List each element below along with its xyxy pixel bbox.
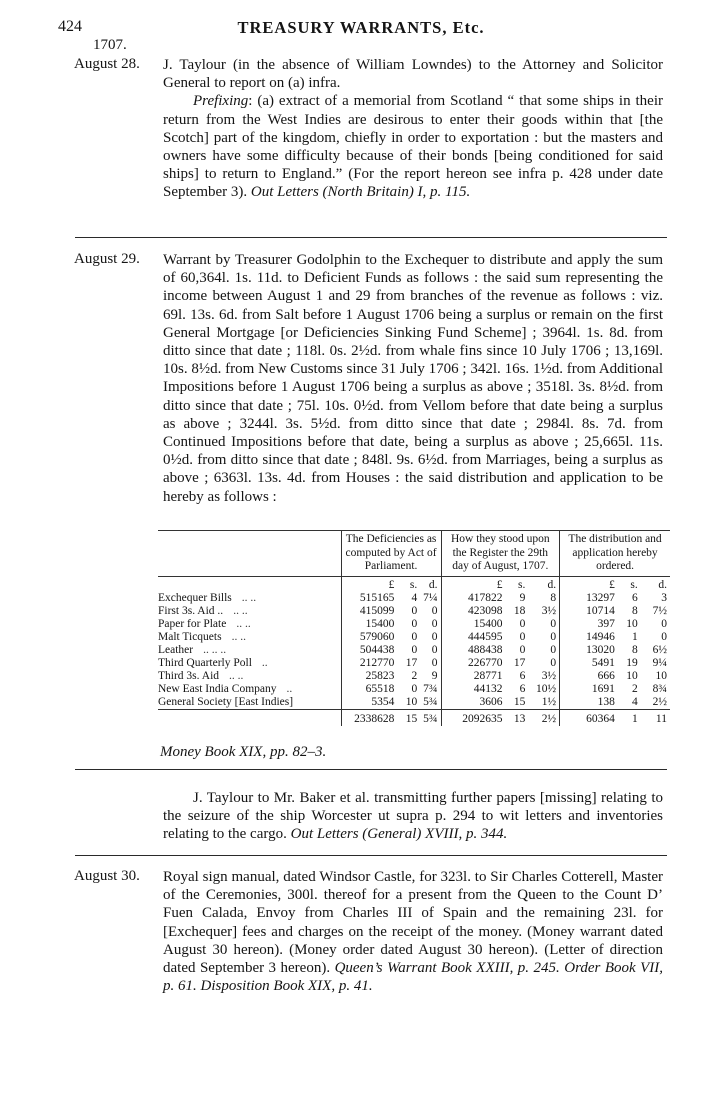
pence-cell: 8 xyxy=(550,591,557,604)
row-label xyxy=(158,696,341,710)
pence-cell: 2½ xyxy=(652,695,667,708)
table-row xyxy=(158,644,670,657)
entry-body xyxy=(163,789,663,844)
entry-body xyxy=(163,251,663,506)
table-row xyxy=(158,631,670,644)
leader-dots: .. .. .. xyxy=(203,643,227,656)
deficient-funds-table xyxy=(158,530,670,726)
pounds-cell: 444595 xyxy=(441,631,506,644)
unit-shillings: s. xyxy=(397,576,420,592)
pounds-cell: 423098 xyxy=(441,605,506,618)
row-label xyxy=(158,605,341,618)
prefixing-label: Prefixing xyxy=(193,93,249,110)
shillings-cell: 6 xyxy=(632,591,638,604)
total-cell: 2338628 xyxy=(341,709,397,726)
pence-cell: 9 xyxy=(431,669,438,682)
pence-cell: 8¾ xyxy=(652,682,667,695)
entry-text: J. Taylour (in the absence of William Lowndes) to the Attorney and Solicitor General to report on (a) infra. xyxy=(163,57,663,92)
pounds-cell: 13297 xyxy=(560,592,618,605)
pence-cell: 10½ xyxy=(536,682,557,695)
pounds-cell: 226770 xyxy=(441,657,506,670)
leader-dots: .. .. xyxy=(231,630,246,643)
pounds-cell: 579060 xyxy=(341,631,397,644)
pence-cell: 0 xyxy=(431,630,438,643)
entry-text: J. Taylour to Mr. Baker et al. transmitting further papers [missing] relating to the seizure of the ship Worcester ut supra p. 294 to wit letters and inventories relating to the cargo. xyxy=(163,790,663,843)
total-cell: 60364 xyxy=(560,709,618,726)
shillings-cell: 9 xyxy=(519,591,526,604)
row-label xyxy=(158,631,341,644)
table-row xyxy=(158,592,670,605)
shillings-cell: 0 xyxy=(411,643,418,656)
pounds-cell: 397 xyxy=(560,618,618,631)
totals-row xyxy=(158,709,670,726)
unit-pounds: £ xyxy=(560,576,618,592)
shillings-cell: 0 xyxy=(519,643,526,656)
row-label xyxy=(158,670,341,683)
entry-date: August 29. xyxy=(74,251,140,267)
money-book-reference: Money Book XIX, pp. 82–3. xyxy=(160,744,327,760)
entry-body xyxy=(163,56,663,202)
shillings-cell: 18 xyxy=(513,604,526,617)
leader-dots: .. xyxy=(261,656,268,669)
shillings-cell: 10 xyxy=(626,669,638,682)
leader-dots: .. .. xyxy=(236,617,251,630)
shillings-cell: 0 xyxy=(519,630,526,643)
shillings-cell: 17 xyxy=(405,656,418,669)
entry-date: August 28. xyxy=(74,56,140,72)
pence-cell: 7¾ xyxy=(423,682,438,695)
shillings-cell: 6 xyxy=(519,682,526,695)
pence-cell: 3½ xyxy=(541,604,557,617)
fund-name: Exchequer Bills xyxy=(158,591,232,604)
pounds-cell: 13020 xyxy=(560,644,618,657)
entry-body xyxy=(163,868,663,995)
table-row xyxy=(158,670,670,683)
shillings-cell: 8 xyxy=(632,604,638,617)
leader-dots: .. .. xyxy=(233,604,248,617)
shillings-cell: 10 xyxy=(405,695,418,708)
pounds-cell: 65518 xyxy=(341,683,397,696)
total-cell: 11 xyxy=(641,709,670,726)
shillings-cell: 0 xyxy=(411,682,418,695)
total-cell: 2½ xyxy=(528,709,559,726)
unit-pounds: £ xyxy=(341,576,397,592)
shillings-cell: 4 xyxy=(632,695,638,708)
shillings-cell: 2 xyxy=(411,669,418,682)
pounds-cell: 138 xyxy=(560,696,618,710)
leader-dots: .. .. xyxy=(241,591,257,604)
row-label xyxy=(158,618,341,631)
shillings-cell: 15 xyxy=(513,695,526,708)
pence-cell: 0 xyxy=(550,656,557,669)
pounds-cell: 417822 xyxy=(441,592,506,605)
row-label xyxy=(158,644,341,657)
unit-shillings: s. xyxy=(618,576,641,592)
shillings-cell: 1 xyxy=(632,630,638,643)
pence-cell: 0 xyxy=(550,617,557,630)
table-row xyxy=(158,618,670,631)
pounds-cell: 10714 xyxy=(560,605,618,618)
prefixing-text: : (a) extract of a memorial from Scotland “ that some ships in their return from the West Indies are desirous to enter their goods within that [the Scotch] part of the kingdom, chiefly in order to exportation : but the masters and owners have some difficulty because of their bonds [being conditioned for said ships] to return to England.” (For the report hereon see infra p. 428 under date September 3). xyxy=(163,93,663,201)
fund-name: Third 3s. Aid xyxy=(158,669,220,682)
total-cell: 13 xyxy=(506,709,529,726)
shillings-cell: 0 xyxy=(411,617,418,630)
fund-name: First 3s. Aid .. xyxy=(158,604,224,617)
pounds-cell: 1691 xyxy=(560,683,618,696)
shillings-cell: 17 xyxy=(513,656,526,669)
shillings-cell: 2 xyxy=(632,682,638,695)
unit-pounds: £ xyxy=(441,576,506,592)
pence-cell: 0 xyxy=(431,617,438,630)
pounds-cell: 14946 xyxy=(560,631,618,644)
unit-pence: d. xyxy=(528,576,559,592)
pounds-cell: 5491 xyxy=(560,657,618,670)
pounds-cell: 5354 xyxy=(341,696,397,710)
pounds-cell: 415099 xyxy=(341,605,397,618)
table-row xyxy=(158,696,670,710)
total-cell: 1 xyxy=(618,709,641,726)
section-divider xyxy=(75,769,667,770)
pounds-cell: 44132 xyxy=(441,683,506,696)
pence-cell: 5¾ xyxy=(423,695,438,708)
entry-text: Royal sign manual, dated Windsor Castle, for 323l. to Sir Charles Cotterell, Master of the Ceremonies, 300l. thereof for a present from the Queen to the Count D’ Fuen Calada, Envoy from Charles III of Spain and the remaining 23l. for [Exchequer] fees and charges on the receipt of the money. (Money warrant dated August 30 hereon). (Money order dated August 30 hereon). (Letter of direction dated September 3 hereon). xyxy=(163,869,663,977)
source-reference: Queen’s Warrant Book XXIII, p. 245. Order Book VII, p. 61. Disposition Book XIX, p. 41. xyxy=(163,960,664,995)
fund-name: Malt Ticquets xyxy=(158,630,222,643)
table-row xyxy=(158,683,670,696)
pence-cell: 0 xyxy=(661,617,667,630)
fund-name: General Society [East Indies] xyxy=(158,695,294,708)
pence-cell: 1½ xyxy=(541,695,557,708)
table-row xyxy=(158,605,670,618)
column-header: The distribution and application hereby ordered. xyxy=(560,531,670,577)
pence-cell: 0 xyxy=(661,630,667,643)
leader-dots: .. .. xyxy=(229,669,244,682)
row-label xyxy=(158,657,341,670)
source-reference: Out Letters (General) XVIII, p. 344. xyxy=(290,826,508,843)
pounds-cell: 15400 xyxy=(441,618,506,631)
pence-cell: 0 xyxy=(431,656,438,669)
shillings-cell: 0 xyxy=(519,617,526,630)
leader-dots xyxy=(293,696,303,708)
shillings-cell: 0 xyxy=(411,630,418,643)
row-label xyxy=(158,592,341,605)
pounds-cell: 212770 xyxy=(341,657,397,670)
pence-cell: 7¼ xyxy=(423,591,438,604)
source-reference: Out Letters (North Britain) I, p. 115. xyxy=(250,184,471,201)
pounds-cell: 3606 xyxy=(441,696,506,710)
fund-name: Third Quarterly Poll xyxy=(158,656,252,669)
pence-cell: 0 xyxy=(431,643,438,656)
entry-text: Warrant by Treasurer Godolphin to the Exchequer to distribute and apply the sum of 60,364l. 1s. 11d. to Deficient Funds as follows : the said sum representing the income between August 1 and 29 from branches of the revenue as follows : viz. 69l. 13s. 6d. from Salt before 1 August 1706 being a surplus or remain on the first General Mortgage [or Deficiencies Sinking Fund Scheme] ; 3964l. 1s. 8d. from ditto since that date ; 118l. 0s. 2½d. from whale fins since 10 July 1706 ; 13,169l. 10s. 8½d. from New Customs since 31 July 1706 ; 342l. 16s. 1½d. from Additional Impositions before 1 August 1706 being a surplus as above ; 3518l. 3s. 8½d. from ditto since that date ; 75l. 10s. 0½d. from Vellom before that date being a surplus as above ; 3244l. 3s. 5½d. from ditto since that date ; 2984l. 8s. 7d. from Continued Impositions before that date, being a surplus as above ; 25,665l. 11s. 0½d. from ditto since that date ; 848l. 9s. 6½d. from Marriages, being a surplus as above ; 6363l. 13s. 4d. from Houses : the said distribution and application to be hereby as follows : xyxy=(163,252,663,505)
fund-name: Paper for Plate xyxy=(158,617,227,630)
pence-cell: 0 xyxy=(550,630,557,643)
fund-name: New East India Company xyxy=(158,682,277,695)
pounds-cell: 488438 xyxy=(441,644,506,657)
column-header: How they stood upon the Register the 29th day of August, 1707. xyxy=(441,531,560,577)
pounds-cell: 25823 xyxy=(341,670,397,683)
unit-shillings: s. xyxy=(506,576,529,592)
unit-pence: d. xyxy=(420,576,441,592)
shillings-cell: 6 xyxy=(519,669,526,682)
unit-pence: d. xyxy=(641,576,670,592)
pence-cell: 7½ xyxy=(652,604,667,617)
year-marker: 1707. xyxy=(93,37,127,53)
leader-dots: .. xyxy=(286,682,293,695)
pence-cell: 10 xyxy=(655,669,667,682)
total-cell: 15 xyxy=(397,709,420,726)
column-header: The Deficiencies as computed by Act of Parliament. xyxy=(341,531,441,577)
pounds-cell: 504438 xyxy=(341,644,397,657)
pence-cell: 0 xyxy=(431,604,438,617)
total-cell: 2092635 xyxy=(441,709,506,726)
pence-cell: 3½ xyxy=(541,669,557,682)
shillings-cell: 0 xyxy=(411,604,418,617)
total-cell: 5¾ xyxy=(420,709,441,726)
pence-cell: 9¼ xyxy=(652,656,667,669)
section-divider xyxy=(75,855,667,856)
prefixing-note xyxy=(163,92,663,201)
page-number: 424 xyxy=(58,18,82,35)
shillings-cell: 4 xyxy=(411,591,418,604)
shillings-cell: 10 xyxy=(626,617,638,630)
running-title: TREASURY WARRANTS, Etc. xyxy=(237,18,485,37)
shillings-cell: 19 xyxy=(626,656,638,669)
shillings-cell: 8 xyxy=(632,643,638,656)
pounds-cell: 515165 xyxy=(341,592,397,605)
pence-cell: 3 xyxy=(661,591,667,604)
pence-cell: 6½ xyxy=(652,643,667,656)
pence-cell: 0 xyxy=(550,643,557,656)
entry-date: August 30. xyxy=(74,868,140,884)
fund-name: Leather xyxy=(158,643,194,656)
section-divider xyxy=(75,237,667,238)
row-label xyxy=(158,683,341,696)
pounds-cell: 15400 xyxy=(341,618,397,631)
pounds-cell: 28771 xyxy=(441,670,506,683)
pounds-cell: 666 xyxy=(560,670,618,683)
table-row xyxy=(158,657,670,670)
